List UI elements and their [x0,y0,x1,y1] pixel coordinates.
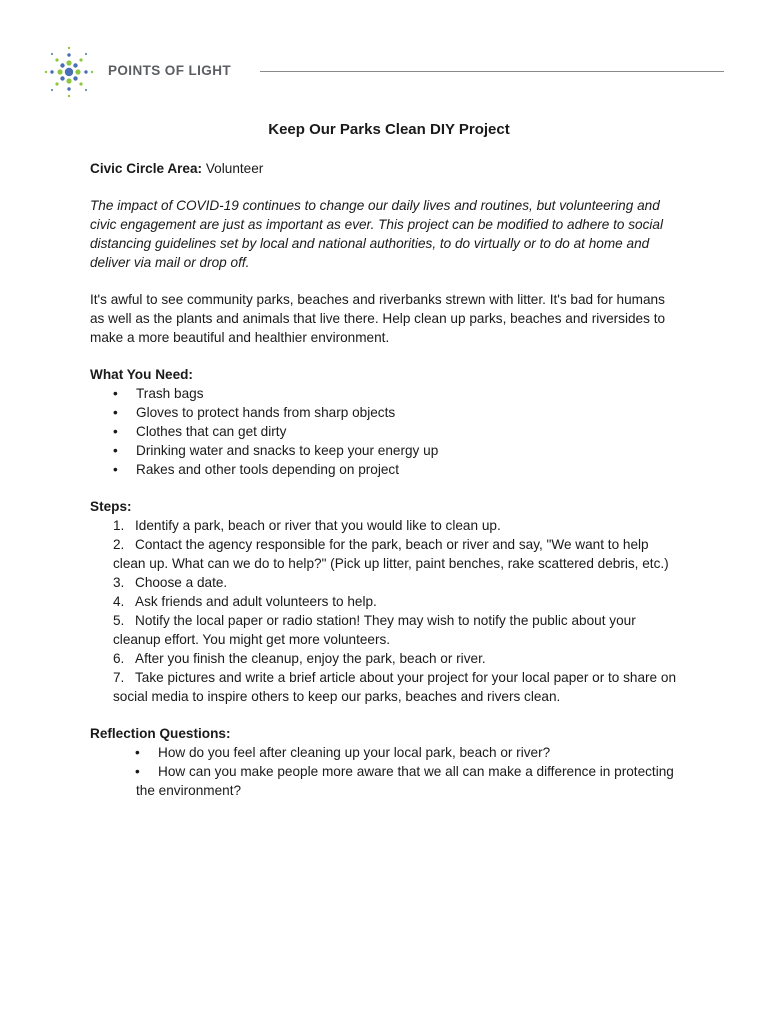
list-item: • Gloves to protect hands from sharp objects [90,403,680,422]
step-item [90,592,680,611]
civic-circle-line [90,159,680,178]
civic-circle-value: Volunteer [205,161,264,176]
needs-list [90,384,680,479]
steps-heading: Steps: [90,499,132,514]
list-item: • Trash bags [90,384,680,403]
list-item: • Rakes and other tools depending on project [90,460,680,479]
list-item: • Drinking water and snacks to keep your energy up [90,441,680,460]
step-item [90,573,680,592]
list-item: • Clothes that can get dirty [90,422,680,441]
step-number: 3. [113,575,125,590]
steps-list [90,516,680,706]
step-number: 4. [113,594,125,609]
reflection-list [90,743,680,800]
step-item [90,649,680,668]
covid-notice: The impact of COVID-19 continues to change our daily lives and routines, but volunteering and civic engagement are just as important as ever. This project can be modified to adhere to social distancing guidelines set by local and national authorities, to do virtually or to do at home and deliver via mail or drop off. [90,198,663,270]
civic-circle-label: Civic Circle Area: [90,161,203,176]
document-header [44,44,724,100]
list-item: • How do you feel after cleaning up your local park, beach or river? [90,743,680,762]
needs-heading: What You Need: [90,367,193,382]
step-number: 6. [113,651,125,666]
step-item [90,611,680,649]
step-number: 1. [113,518,125,533]
step-item [90,535,680,573]
step-item [90,516,680,535]
step-text: After you finish the cleanup, enjoy the park, beach or river. [135,651,486,666]
reflection-heading: Reflection Questions: [90,726,231,741]
step-number: 7. [113,670,125,685]
document-title: Keep Our Parks Clean DIY Project [268,121,510,138]
step-text: Contact the agency responsible for the park, beach or river and say, "We want to help clean up. What can we do to help?" (Pick up litter, paint benches, rake scattered debris, etc.) [113,537,669,571]
step-text: Ask friends and adult volunteers to help. [135,594,377,609]
step-item [90,668,680,706]
brand-name: POINTS OF LIGHT [108,63,231,78]
list-item: • How can you make people more aware that we all can make a difference in protecting the environment? [90,762,680,800]
points-of-light-logo-icon [44,44,94,100]
header-divider [260,71,724,72]
intro-paragraph: It's awful to see community parks, beaches and riverbanks strewn with litter. It's bad for humans as well as the plants and animals that live there. Help clean up parks, beaches and riversides to make a more beautiful and healthier environment. [90,292,666,345]
step-text: Take pictures and write a brief article about your project for your local paper or to share on social media to inspire others to keep our parks, beaches and rivers clean. [113,670,677,704]
document-body [90,120,680,800]
step-text: Notify the local paper or radio station! They may wish to notify the public about your cleanup effort. You might get more volunteers. [113,613,636,647]
step-text: Choose a date. [135,575,228,590]
step-text: Identify a park, beach or river that you would like to clean up. [135,518,501,533]
step-number: 2. [113,537,125,552]
step-number: 5. [113,613,125,628]
